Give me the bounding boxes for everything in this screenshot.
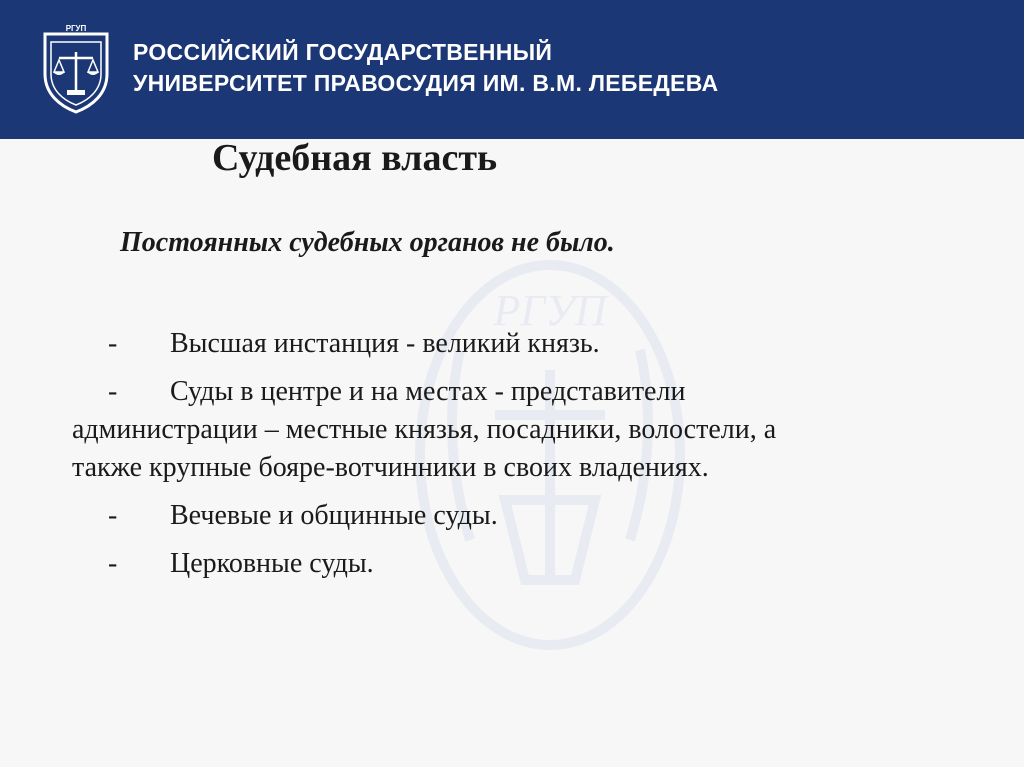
list-item-text: Вечевые и общинные суды. [170, 500, 498, 531]
logo-abbr: РГУП [65, 24, 87, 33]
list-item-text-continued: также крупные бояре-вотчинники в своих владениях. [72, 452, 709, 483]
bullet-dash: - [108, 548, 118, 579]
list-item-text: Высшая инстанция - великий князь. [170, 328, 600, 359]
list-item [72, 545, 972, 583]
list-item [72, 497, 972, 535]
org-line-2: УНИВЕРСИТЕТ ПРАВОСУДИЯ ИМ. В.М. ЛЕБЕДЕВА [133, 70, 719, 96]
list-item-text: Церковные суды. [170, 548, 374, 579]
watermark-text: РГУП [493, 286, 607, 335]
bullet-dash: - [108, 376, 118, 407]
list-item [72, 373, 972, 487]
list-item-text: Суды в центре и на местах - представители [170, 376, 686, 407]
slide-title: Судебная власть [212, 137, 498, 179]
bullet-dash: - [108, 328, 118, 359]
university-scales-emblem-icon [37, 22, 115, 114]
list-item-text-continued: администрации – местные князья, посадники, волостели, а [72, 414, 777, 445]
list-item [72, 325, 972, 363]
bullet-dash: - [108, 500, 118, 531]
organization-name [133, 37, 718, 99]
org-line-1: РОССИЙСКИЙ ГОСУДАРСТВЕННЫЙ [133, 39, 553, 65]
header-banner [0, 0, 1024, 139]
slide-subtitle: Постоянных судебных органов не было. [120, 227, 615, 258]
bullet-list [72, 325, 972, 593]
